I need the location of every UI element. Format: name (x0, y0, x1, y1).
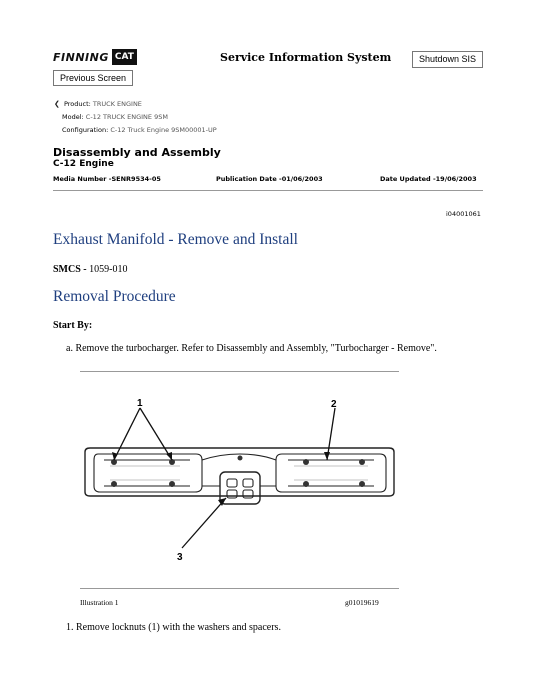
page-header-title: Service Information System (220, 51, 392, 64)
cat-badge: CAT (112, 49, 137, 65)
illustration-top-rule (80, 371, 399, 372)
graphic-id: g01019619 (345, 598, 379, 607)
callout-1: 1 (137, 398, 143, 409)
document-title: Disassembly and Assembly (53, 146, 221, 159)
smcs-label: SMCS - (53, 264, 90, 275)
configuration-label: Configuration: (62, 126, 109, 134)
publication-date: Publication Date -01/06/2003 (216, 175, 323, 183)
start-by-step[interactable]: a. Remove the turbocharger. Refer to Disassembly and Assembly, "Turbocharger - Remove". (66, 343, 437, 354)
media-number: Media Number -SENR9534-05 (53, 175, 161, 183)
configuration-line (62, 126, 217, 134)
back-chevron-icon[interactable]: ❮ (54, 100, 60, 108)
model-label: Model: (62, 113, 84, 121)
exhaust-manifold-illustration (80, 380, 399, 585)
section-heading: Removal Procedure (53, 288, 176, 305)
model-value: C-12 TRUCK ENGINE 9SM (85, 113, 168, 121)
divider (53, 190, 483, 191)
shutdown-sis-button[interactable]: Shutdown SIS (412, 51, 483, 68)
callout-3: 3 (177, 552, 183, 563)
document-subtitle: C-12 Engine (53, 159, 114, 169)
start-by-label: Start By: (53, 320, 93, 331)
model-line (62, 113, 168, 121)
product-label: Product: (63, 100, 91, 108)
removal-step-1: 1. Remove locknuts (1) with the washers and spacers. (66, 622, 281, 633)
illustration-bottom-rule (80, 588, 399, 589)
smcs-code (53, 264, 127, 275)
smcs-value: 1059-010 (89, 264, 128, 275)
procedure-heading: Exhaust Manifold - Remove and Install (53, 231, 298, 248)
previous-screen-button[interactable]: Previous Screen (53, 70, 133, 86)
callout-2: 2 (331, 399, 337, 410)
finning-cat-logo (53, 48, 137, 66)
configuration-value: C-12 Truck Engine 9SM00001-UP (110, 126, 217, 134)
logo-text: FINNING (53, 50, 109, 64)
document-id: i04001061 (446, 210, 481, 218)
product-line[interactable] (54, 100, 142, 108)
date-updated: Date Updated -19/06/2003 (380, 175, 477, 183)
illustration-caption: Illustration 1 (80, 598, 119, 607)
product-value: TRUCK ENGINE (92, 100, 142, 108)
